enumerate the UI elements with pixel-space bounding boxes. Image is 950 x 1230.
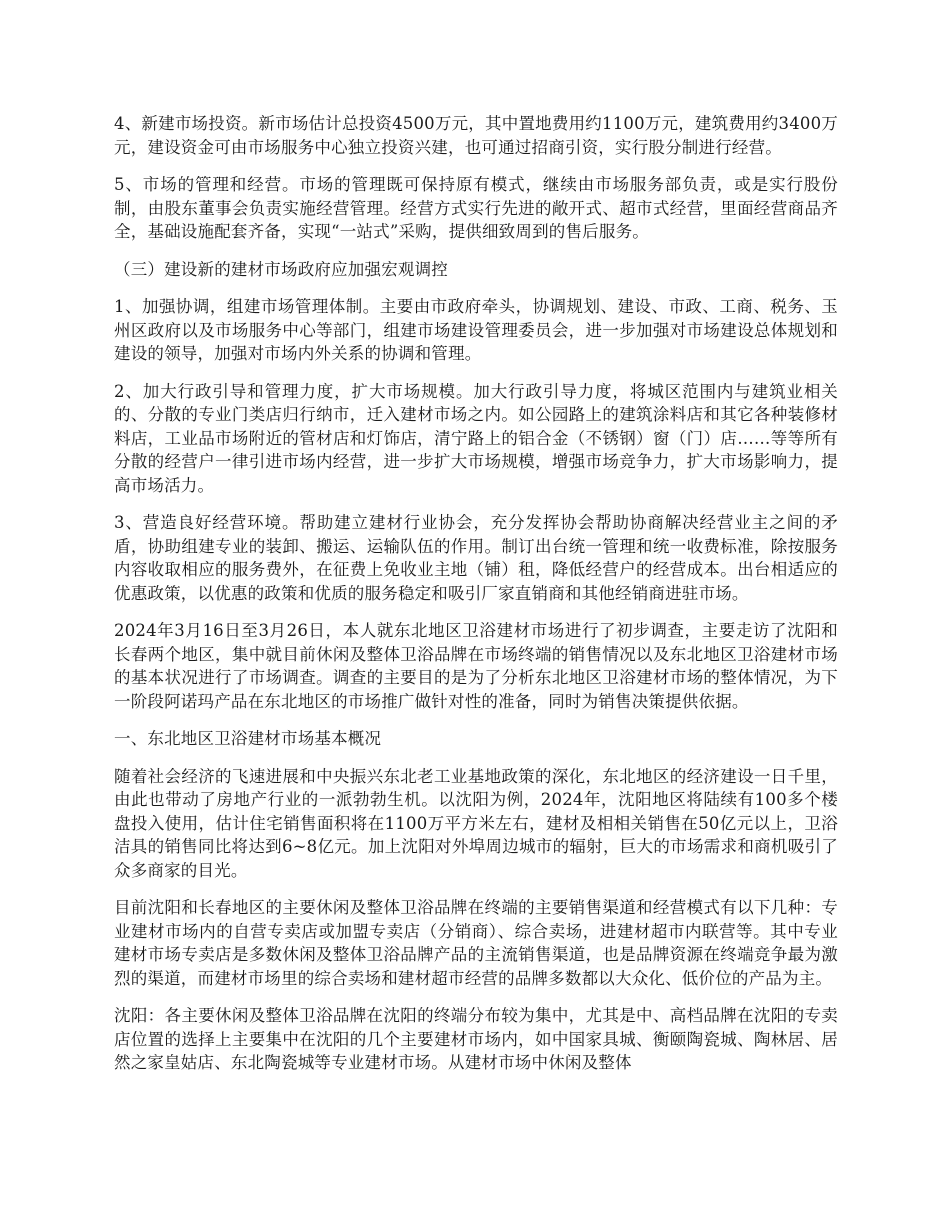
paragraph-strengthen-coordination: 1、加强协调，组建市场管理体制。主要由市政府牵头，协调规划、建设、市政、工商、税务、玉州区政府以及市场服务中心等部门，组建市场建设管理委员会，进一步加强对市场建设总体规划和建设的领导，加强对市场内外关系的协调和管理。 <box>114 297 838 363</box>
paragraph-survey-intro: 2024年3月16日至3月26日，本人就东北地区卫浴建材市场进行了初步调查，主要走访了沈阳和长春两个地区，集中就目前休闲及整体卫浴品牌在市场终端的销售情况以及东北地区卫浴建材市场的基本状况进行了市场调查。调查的主要目的是为了分析东北地区卫浴建材市场的整体情况，为下一阶段阿诺玛产品在东北地区的市场推广做针对性的准备，同时为销售决策提供依据。 <box>114 621 838 711</box>
section-heading-macro-control: （三）建设新的建材市场政府应加强宏观调控 <box>114 259 448 279</box>
paragraph-economic-development: 随着社会经济的飞速进展和中央振兴东北老工业基地政策的深化，东北地区的经济建设一日千里，由此也带动了房地产行业的一派勃勃生机。以沈阳为例，2024年，沈阳地区将陆续有100多个楼盘投入使用，估计住宅销售面积将在1100万平方米左右，建材及相相关销售在50亿元以上，卫浴洁具的销售同比将达到6~8亿元。加上沈阳对外埠周边城市的辐射，巨大的市场需求和商机吸引了众多商家的目光。 <box>114 766 838 880</box>
paragraph-sales-channels: 目前沈阳和长春地区的主要休闲及整体卫浴品牌在终端的主要销售渠道和经营模式有以下几种：专业建材市场内的自营专卖店或加盟专卖店（分销商）、综合卖场，进建材超市内联营等。其中专业建材市场专卖店是多数休闲及整体卫浴品牌产品的主流销售渠道，也是品牌资源在终端竞争最为激烈的渠道，而建材市场里的综合卖场和建材超市经营的品牌多数都以大众化、低价位的产品为主。 <box>114 898 838 988</box>
paragraph-market-management: 5、市场的管理和经营。市场的管理既可保持原有模式，继续由市场服务部负责，或是实行股份制，由股东董事会负责实施经营管理。经营方式实行先进的敞开式、超市式经营，里面经营商品齐全，基础设施配套齐备，实现“一站式”采购，提供细致周到的售后服务。 <box>114 175 838 241</box>
paragraph-new-market-investment: 4、新建市场投资。新市场估计总投资4500万元，其中置地费用约1100万元，建筑费用约3400万元，建设资金可由市场服务中心独立投资兴建，也可通过招商引资，实行股分制进行经营。 <box>114 114 838 157</box>
document-body <box>114 112 838 1089</box>
paragraph-administrative-guidance: 2、加大行政引导和管理力度，扩大市场规模。加大行政引导力度，将城区范围内与建筑业相关的、分散的专业门类店归行纳市，迁入建材市场之内。如公园路上的建筑涂料店和其它各种装修材料店，工业品市场附近的管材店和灯饰店，清宁路上的铝合金（不锈钢）窗（门）店……等等所有分散的经营户一律引进市场内经营，进一步扩大市场规模，增强市场竞争力，扩大市场影响力，提高市场活力。 <box>114 381 838 495</box>
paragraph-business-environment: 3、营造良好经营环境。帮助建立建材行业协会，充分发挥协会帮助协商解决经营业主之间的矛盾，协助组建专业的装卸、搬运、运输队伍的作用。制订出台统一管理和统一收费标准，除按服务内容收取相应的服务费外，在征费上免收业主地（铺）租，降低经营户的经营成本。出台相适应的优惠政策，以优惠的政策和优质的服务稳定和吸引厂家直销商和其他经销商进驻市场。 <box>114 513 838 603</box>
paragraph-shenyang: 沈阳：各主要休闲及整体卫浴品牌在沈阳的终端分布较为集中，尤其是中、高档品牌在沈阳的专卖店位置的选择上主要集中在沈阳的几个主要建材市场内，如中国家具城、衡颐陶瓷城、陶林居、居然之家皇姑店、东北陶瓷城等专业建材市场。从建材市场中休闲及整体 <box>114 1006 838 1072</box>
section-heading-northeast-overview: 一、东北地区卫浴建材市场基本概况 <box>114 729 382 748</box>
